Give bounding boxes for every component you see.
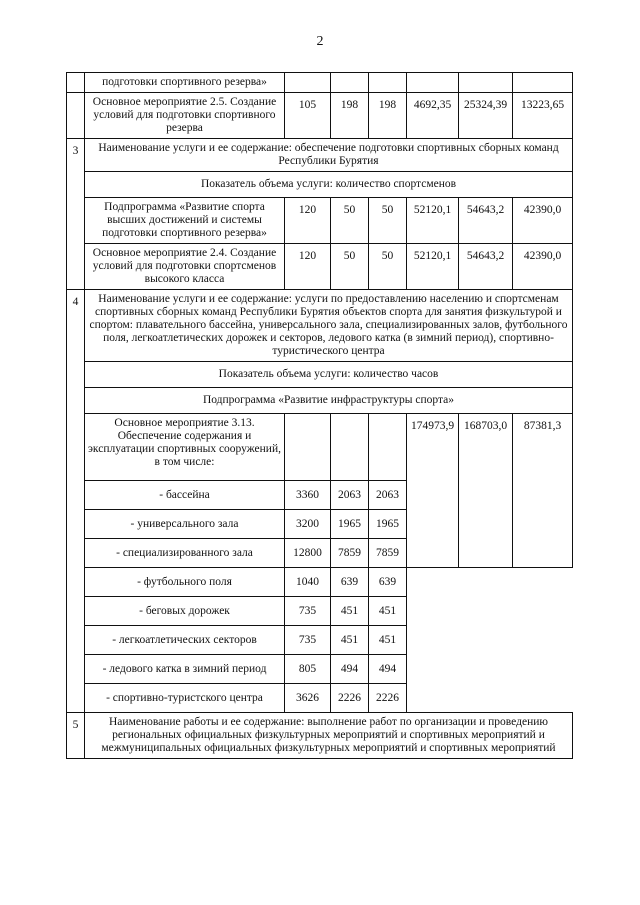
- row-name: Основное мероприятие 2.4. Создание условий для подготовки спортсменов высокого класса: [85, 244, 285, 290]
- table-row: - футбольного поля 1040 639 639: [67, 568, 573, 597]
- section-title: Наименование работы и ее содержание: выполнение работ по организации и проведению региональных официальных физкультурных мероприятий и спортивных мероприятий и межмуниципальных официальных физкультурных мероприятий и спортивных мероприятий: [85, 713, 573, 759]
- subprogram: Подпрограмма «Развитие инфраструктуры спорта»: [85, 388, 573, 414]
- table-row: [67, 362, 573, 388]
- section-title: Наименование услуги и ее содержание: обеспечение подготовки спортивных сборных команд Республики Бурятия: [85, 139, 573, 172]
- section-index: 3: [67, 139, 85, 290]
- table-row: Основное мероприятие 2.4. Создание условий для подготовки спортсменов высокого класса 120 50 50 52120,1 54643,2 42390,0: [67, 244, 573, 290]
- table-row: - легкоатлетических секторов 735 451 451: [67, 626, 573, 655]
- page-number: 2: [316, 34, 324, 49]
- indicator: Показатель объема услуги: количество спортсменов: [85, 172, 573, 198]
- table-row: [67, 73, 573, 93]
- row-name: Основное мероприятие 2.5. Создание условий для подготовки спортивного резерва: [85, 93, 285, 139]
- table-row: [67, 290, 573, 362]
- indicator: Показатель объема услуги: количество часов: [85, 362, 573, 388]
- table-row: [67, 388, 573, 414]
- table-row: Подпрограмма «Развитие спорта высших достижений и системы подготовки спортивного резерва» 120 50 50 52120,1 54643,2 42390,0: [67, 198, 573, 244]
- section-index: 5: [67, 713, 85, 759]
- table-row: [67, 713, 573, 759]
- table-row: [67, 172, 573, 198]
- row-name: подготовки спортивного резерва»: [85, 73, 285, 93]
- table-row: Основное мероприятие 2.5. Создание условий для подготовки спортивного резерва 105 198 198 4692,35 25324,39 13223,65: [67, 93, 573, 139]
- table-row: Основное мероприятие 3.13. Обеспечение содержания и эксплуатации спортивных сооружений, в том числе: 174973,9 168703,0 87381,3: [67, 414, 573, 481]
- table-row: - спортивно-туристского центра 3626 2226 2226: [67, 684, 573, 713]
- table-row: [67, 139, 573, 172]
- section-index: 4: [67, 290, 85, 713]
- services-table: [66, 72, 573, 759]
- table-row: - бассейна 3360 2063 2063: [67, 481, 573, 510]
- row-name: Подпрограмма «Развитие спорта высших достижений и системы подготовки спортивного резерва»: [85, 198, 285, 244]
- table-row: - ледового катка в зимний период 805 494 494: [67, 655, 573, 684]
- row-name: Основное мероприятие 3.13. Обеспечение содержания и эксплуатации спортивных сооружений, в том числе:: [85, 414, 285, 481]
- table-row: - универсального зала 3200 1965 1965: [67, 510, 573, 539]
- section-title: Наименование услуги и ее содержание: услуги по предоставлению населению и спортсменам спортивных сборных команд Республики Бурятия объектов спорта для занятия физкультурой и спортом: плавательного бассейна, универсального зала, специализированных залов, футбольного поля, легкоатлетических дорожек и секторов, ледового катка (в зимний период), спортивно-туристического центра: [85, 290, 573, 362]
- table-row: - специализированного зала 12800 7859 7859: [67, 539, 573, 568]
- table-row: - беговых дорожек 735 451 451: [67, 597, 573, 626]
